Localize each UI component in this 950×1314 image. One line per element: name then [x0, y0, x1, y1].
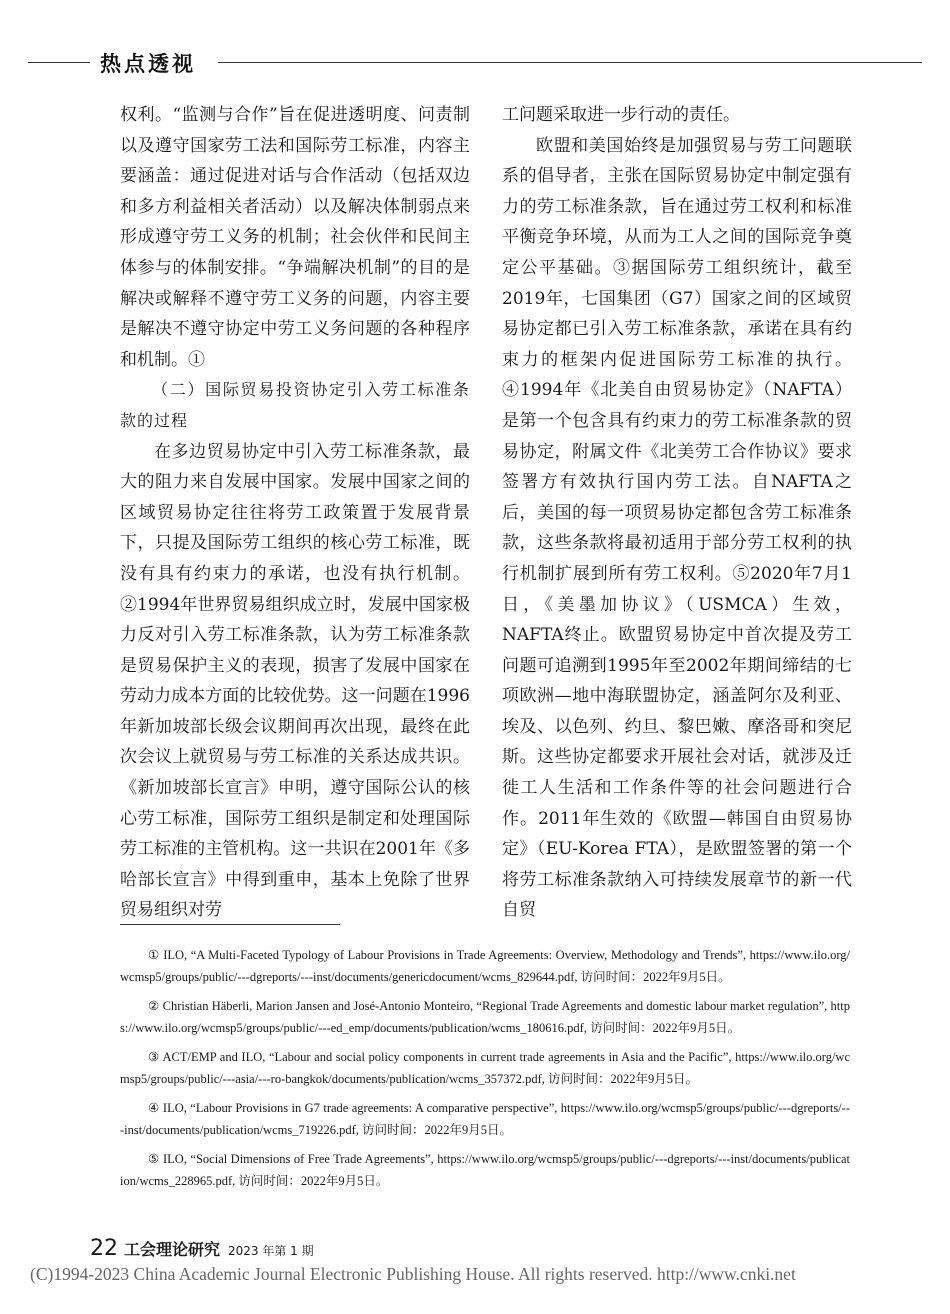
header-rule-left: [28, 62, 90, 63]
issue-label: 2023 年第 1 期: [228, 1244, 314, 1258]
left-paragraph-1: 权利。“监测与合作”旨在促进透明度、问责制以及遵守国家劳工法和国际劳工标准，内容主要涵盖：通过促进对话与合作活动（包括双边和多方利益相关者活动）以及解决体制弱点来形成遵守劳工义务的机制；社会伙伴和民间主体参与的体制安排。“争端解决机制”的目的是解决或解释不遵守劳工义务的问题，内容主要是解决不遵守协定中劳工义务问题的各种程序和机制。①: [120, 105, 470, 370]
subsection-heading: （二）国际贸易投资协定引入劳工标准条款的过程: [120, 380, 470, 430]
right-paragraph-2: 欧盟和美国始终是加强贸易与劳工问题联系的倡导者，主张在国际贸易协定中制定强有力的劳工标准条款，旨在通过劳工权利和标准平衡竞争环境，从而为工人之间的国际竞争奠定公平基础。③据国际劳工组织统计，截至2019年，七国集团（G7）国家之间的区域贸易协定都已引入劳工标准条款，承诺在具有约束力的框架内促进国际劳工标准的执行。④1994年《北美自由贸易协定》（NAFTA）是第一个包含具有约束力的劳工标准条款的贸易协定，附属文件《北美劳工合作协议》要求签署方有效执行国内劳工法。自NAFTA之后，美国的每一项贸易协定都包含劳工标准条款，这些条款将最初适用于部分劳工权利的执行机制扩展到所有劳工权利。⑤2020年7月1日，《美墨加协议》（USMCA）生效，NAFTA终止。欧盟贸易协定中首次提及劳工问题可追溯到1995年至2002年期间缔结的七项欧洲—地中海联盟协定，涵盖阿尔及利亚、埃及、以色列、约旦、黎巴嫩、摩洛哥和突尼斯。这些协定都要求开展社会对话，就涉及迁徙工人生活和工作条件等的社会问题进行合作。2011年生效的《欧盟—韩国自由贸易协定》（EU-Korea FTA），是欧盟签署的第一个将劳工标准条款纳入可持续发展章节的新一代自贸: [502, 135, 852, 921]
footnote-5: ⑤ ILO, “Social Dimensions of Free Trade Agreements”, https://www.ilo.org/wcmsp5/groups/public/---dgreports/---inst/documents/publication/wcms_228965.pdf, 访问时间：2022年9月5日。: [120, 1152, 850, 1188]
header-rule-right: [218, 62, 922, 63]
right-paragraph-1: 工问题采取进一步行动的责任。: [502, 105, 740, 125]
page-number: 22: [90, 1236, 118, 1261]
footnote-1: ① ILO, “A Multi-Faceted Typology of Labour Provisions in Trade Agreements: Overview, Methodology and Trends”, https://www.ilo.org/wcmsp5/groups/public/---dgreports/---inst/documents/genericdocument/wcms_829644.pdf, 访问时间：2022年9月5日。: [120, 948, 850, 984]
footnote-3: ③ ACT/EMP and ILO, “Labour and social policy components in current trade agreements in Asia and the Pacific”, https://www.ilo.org/wcmsp5/groups/public/---asia/---ro-bangkok/documents/publication/wcms_357372.pdf, 访问时间：2022年9月5日。: [120, 1050, 850, 1086]
left-paragraph-2: 在多边贸易协定中引入劳工标准条款，最大的阻力来自发展中国家。发展中国家之间的区域贸易协定往往将劳工政策置于发展背景下，只提及国际劳工组织的核心劳工标准，既没有具有约束力的承诺，也没有执行机制。②1994年世界贸易组织成立时，发展中国家极力反对引入劳工标准条款，认为劳工标准条款是贸易保护主义的表现，损害了发展中国家在劳动力成本方面的比较优势。这一问题在1996年新加坡部长级会议期间再次出现，最终在此次会议上就贸易与劳工标准的关系达成共识。《新加坡部长宣言》申明，遵守国际公认的核心劳工标准，国际劳工组织是制定和处理国际劳工标准的主管机构。这一共识在2001年《多哈部长宣言》中得到重申，基本上免除了世界贸易组织对劳: [120, 441, 470, 921]
journal-name: 工会理论研究: [124, 1240, 221, 1259]
copyright-watermark: (C)1994-2023 China Academic Journal Electronic Publishing House. All rights reserved. http://www.cnki.net: [30, 1264, 796, 1284]
section-title: 热点透视: [100, 52, 196, 76]
footnote-2: ② Christian Häberli, Marion Jansen and José-Antonio Monteiro, “Regional Trade Agreements and domestic labour market regulation”, https://www.ilo.org/wcmsp5/groups/public/---ed_emp/documents/publication/wcms_180616.pdf, 访问时间：2022年9月5日。: [120, 999, 850, 1035]
footnotes: [120, 944, 850, 1199]
footnote-4: ④ ILO, “Labour Provisions in G7 trade agreements: A comparative perspective”, https://www.ilo.org/wcmsp5/groups/public/---dgreports/---inst/documents/publication/wcms_719226.pdf, 访问时间：2022年9月5日。: [120, 1101, 850, 1137]
footnote-rule: [120, 924, 340, 925]
running-header: [0, 48, 950, 78]
right-column: [502, 100, 852, 926]
left-column: [120, 100, 470, 926]
page-footer: [90, 1236, 314, 1261]
